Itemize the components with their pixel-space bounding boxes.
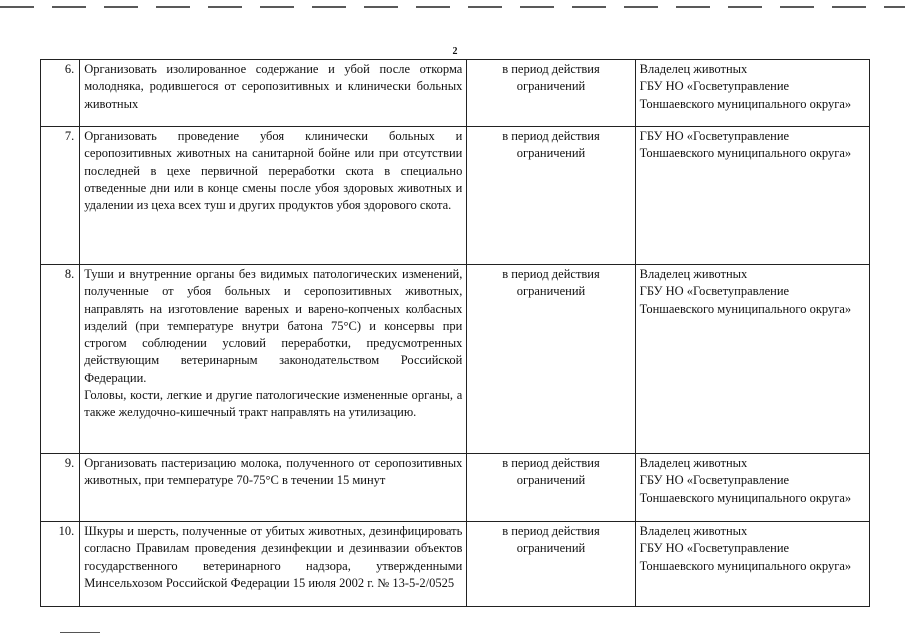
- row-number: 10.: [41, 522, 80, 607]
- term-text: в период действия ограничений: [467, 522, 635, 607]
- responsible-cell: [635, 60, 869, 127]
- table-row: [41, 265, 870, 454]
- responsible-line: Владелец животных: [639, 456, 748, 470]
- responsible-cell: [635, 522, 869, 607]
- scan-footer-mark: [60, 632, 100, 633]
- responsible-line: Владелец животных: [639, 524, 748, 538]
- table-row: [41, 60, 870, 127]
- row-number: 7.: [41, 127, 80, 265]
- table-row: [41, 127, 870, 265]
- page-number: 2: [452, 46, 458, 57]
- responsible-line: ГБУ НО «Госветуправление Тоншаевского муниципального округа»: [639, 79, 852, 111]
- responsible-cell: [635, 454, 869, 522]
- measure-paragraph: Туши и внутренние органы без видимых патологических изменений, полученные от убоя больных и серопозитивных животных, направлять на изготовление вареных и варено-копченых колбасных изделий (при температуре внутри батона 75°С) и консервы при строгом соблюдении условий переработки, предусмотренных действующим ветеринарным законодательством Российской Федерации.: [84, 267, 463, 385]
- table-row: [41, 454, 870, 522]
- responsible-cell: [635, 127, 869, 265]
- scan-header-rule: [0, 6, 905, 8]
- table-row: [41, 522, 870, 607]
- measure-text: [80, 127, 467, 265]
- measure-paragraph: Организовать проведение убоя клинически больных и серопозитивных животных на санитарной бойне или при отсутствии последней в цехе первичной переработки скота в специально отведенные дни или в конце смены после убоя здоровых животных и удалении из цеха всех туш и других продуктов убоя здорового скота.: [84, 129, 463, 213]
- responsible-line: Владелец животных: [639, 62, 748, 76]
- measure-text: [80, 522, 467, 607]
- row-number: 8.: [41, 265, 80, 454]
- responsible-line: ГБУ НО «Госветуправление Тоншаевского муниципального округа»: [639, 541, 852, 573]
- measure-paragraph: Шкуры и шерсть, полученные от убитых животных, дезинфицировать согласно Правилам проведения дезинфекции и дезинвазии объектов государственного ветеринарного надзора, утвержденными Минсельхозом Российской Федерации 15 июля 2002 г. № 13-5-2/0525: [84, 524, 463, 590]
- measure-paragraph: Организовать изолированное содержание и убой после откорма молодняка, родившегося от серопозитивных и клинически больных животных: [84, 62, 463, 111]
- term-text: в период действия ограничений: [467, 60, 635, 127]
- measure-paragraph: Головы, кости, легкие и другие патологические измененные органы, а также желудочно-кишечный тракт направлять на утилизацию.: [84, 388, 463, 420]
- responsible-line: ГБУ НО «Госветуправление Тоншаевского муниципального округа»: [639, 473, 852, 505]
- measure-text: [80, 60, 467, 127]
- responsible-line: Владелец животных: [639, 267, 748, 281]
- responsible-line: ГБУ НО «Госветуправление Тоншаевского муниципального округа»: [639, 129, 852, 161]
- responsible-cell: [635, 265, 869, 454]
- measure-text: [80, 265, 467, 454]
- term-text: в период действия ограничений: [467, 127, 635, 265]
- measure-paragraph: Организовать пастеризацию молока, полученного от серопозитивных животных, при температуре 70-75°С в течении 15 минут: [84, 456, 463, 488]
- responsible-line: ГБУ НО «Госветуправление Тоншаевского муниципального округа»: [639, 284, 852, 316]
- row-number: 9.: [41, 454, 80, 522]
- measure-text: [80, 454, 467, 522]
- measures-table: [40, 59, 870, 607]
- term-text: в период действия ограничений: [467, 265, 635, 454]
- term-text: в период действия ограничений: [467, 454, 635, 522]
- row-number: 6.: [41, 60, 80, 127]
